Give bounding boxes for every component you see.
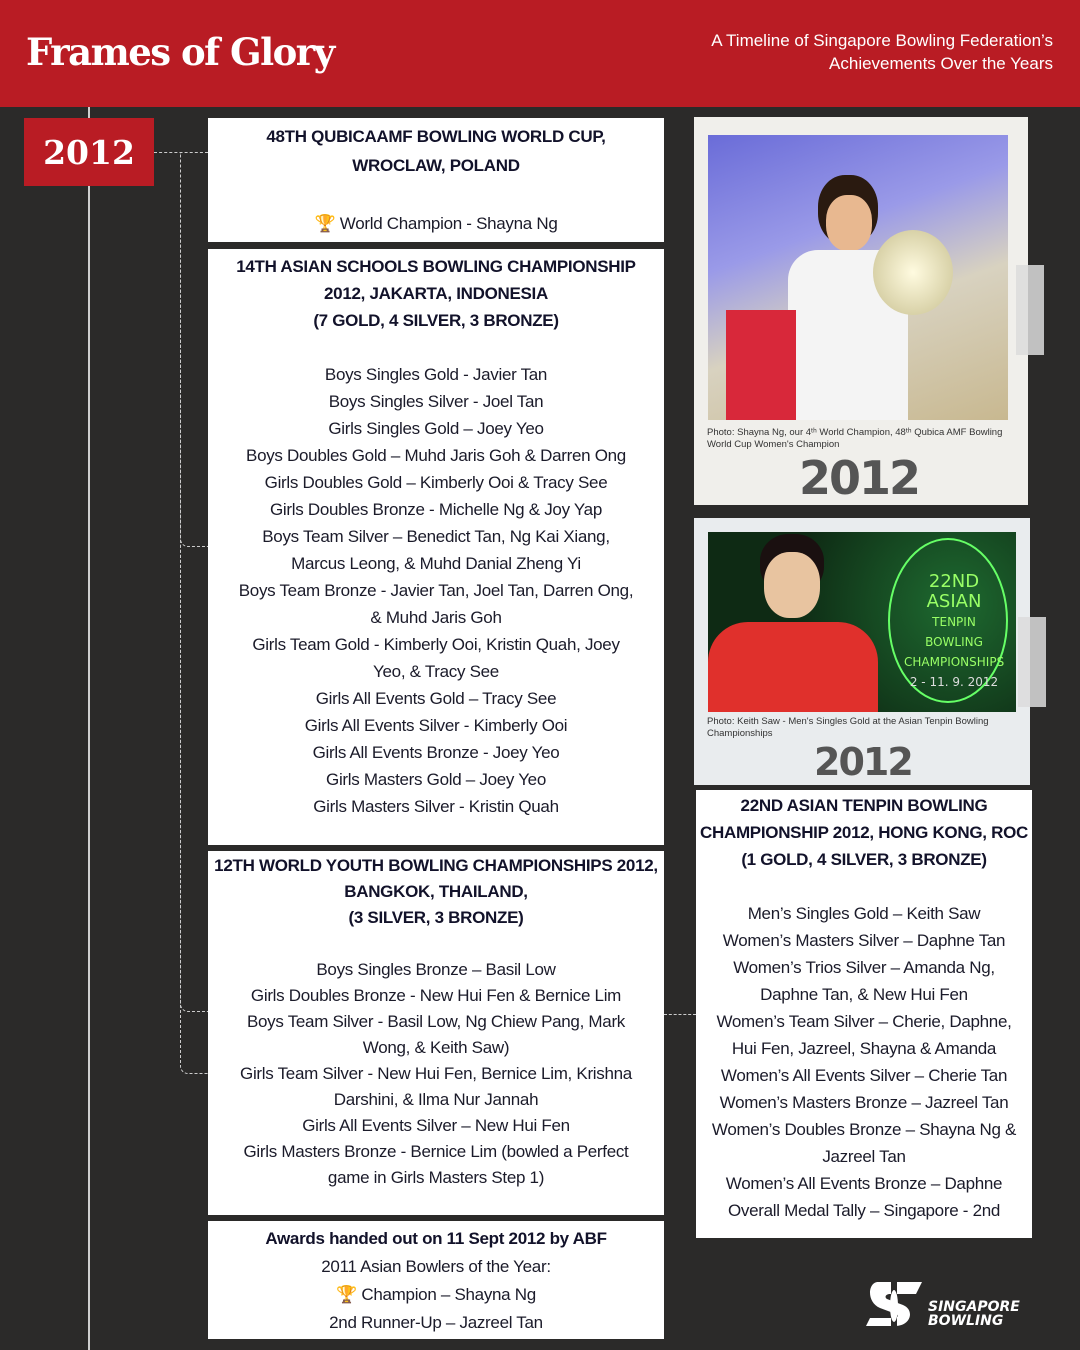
result-line: [696, 954, 1032, 981]
result-line: [208, 415, 664, 442]
result-line: [208, 1253, 664, 1281]
result-text: Girls Doubles Gold – Kimberly Ooi & Tracy See: [264, 473, 608, 492]
logo-text: SINGAPORE: [928, 1299, 1020, 1315]
result-text: game in Girls Masters Step 1): [327, 1168, 545, 1187]
result-line: [208, 957, 664, 983]
event-card: [696, 790, 1032, 1238]
result-line: [208, 469, 664, 496]
result-line: [208, 1309, 664, 1337]
result-line: [208, 1087, 664, 1113]
subtitle-line: A Timeline of Singapore Bowling Federation’s: [711, 31, 1053, 50]
trophy-icon: 🏆: [336, 1285, 362, 1304]
event-heading: 12TH WORLD YOUTH BOWLING CHAMPIONSHIPS 2012,: [214, 856, 658, 875]
result-text: Women’s Masters Silver – Daphne Tan: [722, 931, 1006, 950]
event-heading: CHAMPIONSHIP 2012, HONG KONG, ROC: [700, 823, 1028, 842]
photo-keith-saw: [708, 532, 1016, 712]
event-heading: Awards handed out on 11 Sept 2012 by ABF: [265, 1229, 607, 1248]
result-line: [208, 334, 664, 361]
logo-text: BOWLING: [928, 1313, 1004, 1329]
result-line: [208, 931, 664, 957]
result-line: [208, 983, 664, 1009]
trophy-icon: 🏆: [314, 214, 340, 233]
result-line: [696, 1035, 1032, 1062]
event-heading: 14TH ASIAN SCHOOLS BOWLING CHAMPIONSHIP: [236, 257, 636, 276]
event-heading: 2012, JAKARTA, INDONESIA: [324, 284, 548, 303]
timeline-line: [88, 107, 90, 1350]
result-line: [696, 1197, 1032, 1224]
result-line: [208, 604, 664, 631]
result-text: Girls All Events Silver – New Hui Fen: [302, 1116, 570, 1135]
event-heading: BANGKOK, THAILAND,: [344, 882, 528, 901]
result-text: Daphne Tan, & New Hui Fen: [760, 985, 968, 1004]
bowling-logo-icon: [864, 1280, 926, 1328]
subtitle-line: Achievements Over the Years: [829, 54, 1053, 73]
result-line: [208, 496, 664, 523]
result-line: [208, 685, 664, 712]
result-line: [696, 1143, 1032, 1170]
result-line: [208, 658, 664, 685]
result-line: [208, 1113, 664, 1139]
event-heading: (3 SILVER, 3 BRONZE): [348, 908, 524, 927]
result-text: Girls Masters Silver - Kristin Quah: [313, 797, 559, 816]
result-line: [696, 900, 1032, 927]
result-text: Men’s Singles Gold – Keith Saw: [747, 904, 981, 923]
result-text: Women’s Trios Silver – Amanda Ng,: [733, 958, 995, 977]
result-text: Jazreel Tan: [822, 1147, 906, 1166]
result-line: [208, 550, 664, 577]
result-text: Boys Singles Silver - Joel Tan: [328, 392, 544, 411]
photo-card: [694, 518, 1030, 785]
result-text: Women’s Team Silver – Cherie, Daphne,: [716, 1012, 1012, 1031]
photo-year: 2012: [814, 740, 912, 784]
result-text: Girls All Events Gold – Tracy See: [315, 689, 557, 708]
result-text: Yeo, & Tracy See: [373, 662, 499, 681]
result-line: [208, 1165, 664, 1191]
result-text: Boys Singles Bronze – Basil Low: [316, 960, 556, 979]
result-text: & Muhd Jaris Goh: [370, 608, 502, 627]
header: [0, 0, 1080, 107]
result-text: Boys Singles Gold - Javier Tan: [324, 365, 548, 384]
result-text: Boys Team Bronze - Javier Tan, Joel Tan, Darren Ong,: [238, 581, 634, 600]
result-text: World Champion - Shayna Ng: [339, 214, 558, 233]
result-line: [208, 1061, 664, 1087]
result-text: Girls Masters Gold – Joey Yeo: [326, 770, 546, 789]
result-text: Girls Team Gold - Kimberly Ooi, Kristin Quah, Joey: [252, 635, 620, 654]
result-line: [208, 523, 664, 550]
result-line: [696, 981, 1032, 1008]
result-text: Hui Fen, Jazreel, Shayna & Amanda: [731, 1039, 997, 1058]
event-heading: (7 GOLD, 4 SILVER, 3 BRONZE): [313, 311, 559, 330]
result-line: [696, 1116, 1032, 1143]
result-line: [208, 361, 664, 388]
result-line: [208, 793, 664, 820]
connector: [180, 152, 208, 1074]
result-line: [208, 1281, 664, 1309]
result-text: 2nd Runner-Up – Jazreel Tan: [329, 1313, 543, 1332]
result-line: [208, 739, 664, 766]
event-heading: WROCLAW, POLAND: [352, 156, 520, 175]
result-text: Girls All Events Bronze - Joey Yeo: [312, 743, 560, 762]
tape: [1018, 617, 1046, 707]
result-text: Boys Team Silver - Basil Low, Ng Chiew Pang, Mark: [246, 1012, 626, 1031]
event-card: [208, 1221, 664, 1339]
result-line: [208, 631, 664, 658]
page-title: Frames of Glory: [26, 30, 334, 74]
banner-text: 22ND ASIAN TENPIN BOWLING CHAMPIONSHIPS 2 - 11. 9. 2012: [904, 571, 1005, 689]
result-line: [208, 712, 664, 739]
event-heading: (1 GOLD, 4 SILVER, 3 BRONZE): [741, 850, 987, 869]
result-text: Girls Singles Gold – Joey Yeo: [328, 419, 544, 438]
event-card: [208, 118, 664, 242]
photo-year: 2012: [799, 451, 920, 505]
result-text: 2011 Asian Bowlers of the Year:: [321, 1257, 551, 1276]
result-line: [208, 388, 664, 415]
year-badge: 2012: [24, 118, 154, 186]
photo-card: [694, 117, 1028, 505]
result-text: Girls Doubles Bronze - New Hui Fen & Bernice Lim: [250, 986, 622, 1005]
result-line: [208, 1139, 664, 1165]
result-text: Darshini, & Ilma Nur Jannah: [333, 1090, 539, 1109]
page-subtitle: [711, 29, 1053, 75]
result-text: Girls Masters Bronze - Bernice Lim (bowled a Perfect: [243, 1142, 629, 1161]
result-line: [696, 1089, 1032, 1116]
result-text: Champion – Shayna Ng: [361, 1285, 536, 1304]
result-text: Boys Team Silver – Benedict Tan, Ng Kai Xiang,: [262, 527, 610, 546]
result-text: Women’s Masters Bronze – Jazreel Tan: [719, 1093, 1009, 1112]
photo-caption: Photo: Keith Saw - Men's Singles Gold at the Asian Tenpin Bowling Championships: [707, 716, 989, 739]
result-line: [208, 1035, 664, 1061]
result-line: [696, 1170, 1032, 1197]
result-text: Girls Doubles Bronze - Michelle Ng & Joy Yap: [270, 500, 602, 519]
result-text: Girls All Events Silver - Kimberly Ooi: [304, 716, 568, 735]
event-card: [208, 851, 664, 1215]
result-text: Women’s All Events Bronze – Daphne: [725, 1174, 1003, 1193]
result-text: Overall Medal Tally – Singapore - 2nd: [727, 1201, 1001, 1220]
result-text: Women’s All Events Silver – Cherie Tan: [720, 1066, 1008, 1085]
result-text: Girls Team Silver - New Hui Fen, Bernice Lim, Krishna: [240, 1064, 632, 1083]
connector: [664, 1014, 696, 1015]
result-text: Marcus Leong, & Muhd Danial Zheng Yi: [291, 554, 581, 573]
result-text: Boys Doubles Gold – Muhd Jaris Goh & Darren Ong: [246, 446, 626, 465]
result-line: [208, 180, 664, 209]
result-line: [696, 873, 1032, 900]
result-text: Wong, & Keith Saw): [362, 1038, 510, 1057]
result-line: [208, 766, 664, 793]
result-line: [696, 927, 1032, 954]
result-line: [208, 209, 664, 238]
result-text: Women’s Doubles Bronze – Shayna Ng &: [711, 1120, 1017, 1139]
singapore-bowling-logo: [864, 1280, 1034, 1330]
event-heading: 48TH QUBICAAMF BOWLING WORLD CUP,: [266, 127, 606, 146]
result-line: [208, 442, 664, 469]
tape: [1016, 265, 1044, 355]
result-line: [208, 577, 664, 604]
result-line: [696, 1062, 1032, 1089]
result-line: [208, 1009, 664, 1035]
photo-shayna-ng: [708, 135, 1008, 420]
photo-caption: Photo: Shayna Ng, our 4ᵗʰ World Champion, 48ᵗʰ Qubica AMF Bowling World Cup Women's Champion: [707, 427, 1003, 450]
event-card: [208, 249, 664, 845]
result-line: [696, 1008, 1032, 1035]
event-heading: 22ND ASIAN TENPIN BOWLING: [740, 796, 988, 815]
